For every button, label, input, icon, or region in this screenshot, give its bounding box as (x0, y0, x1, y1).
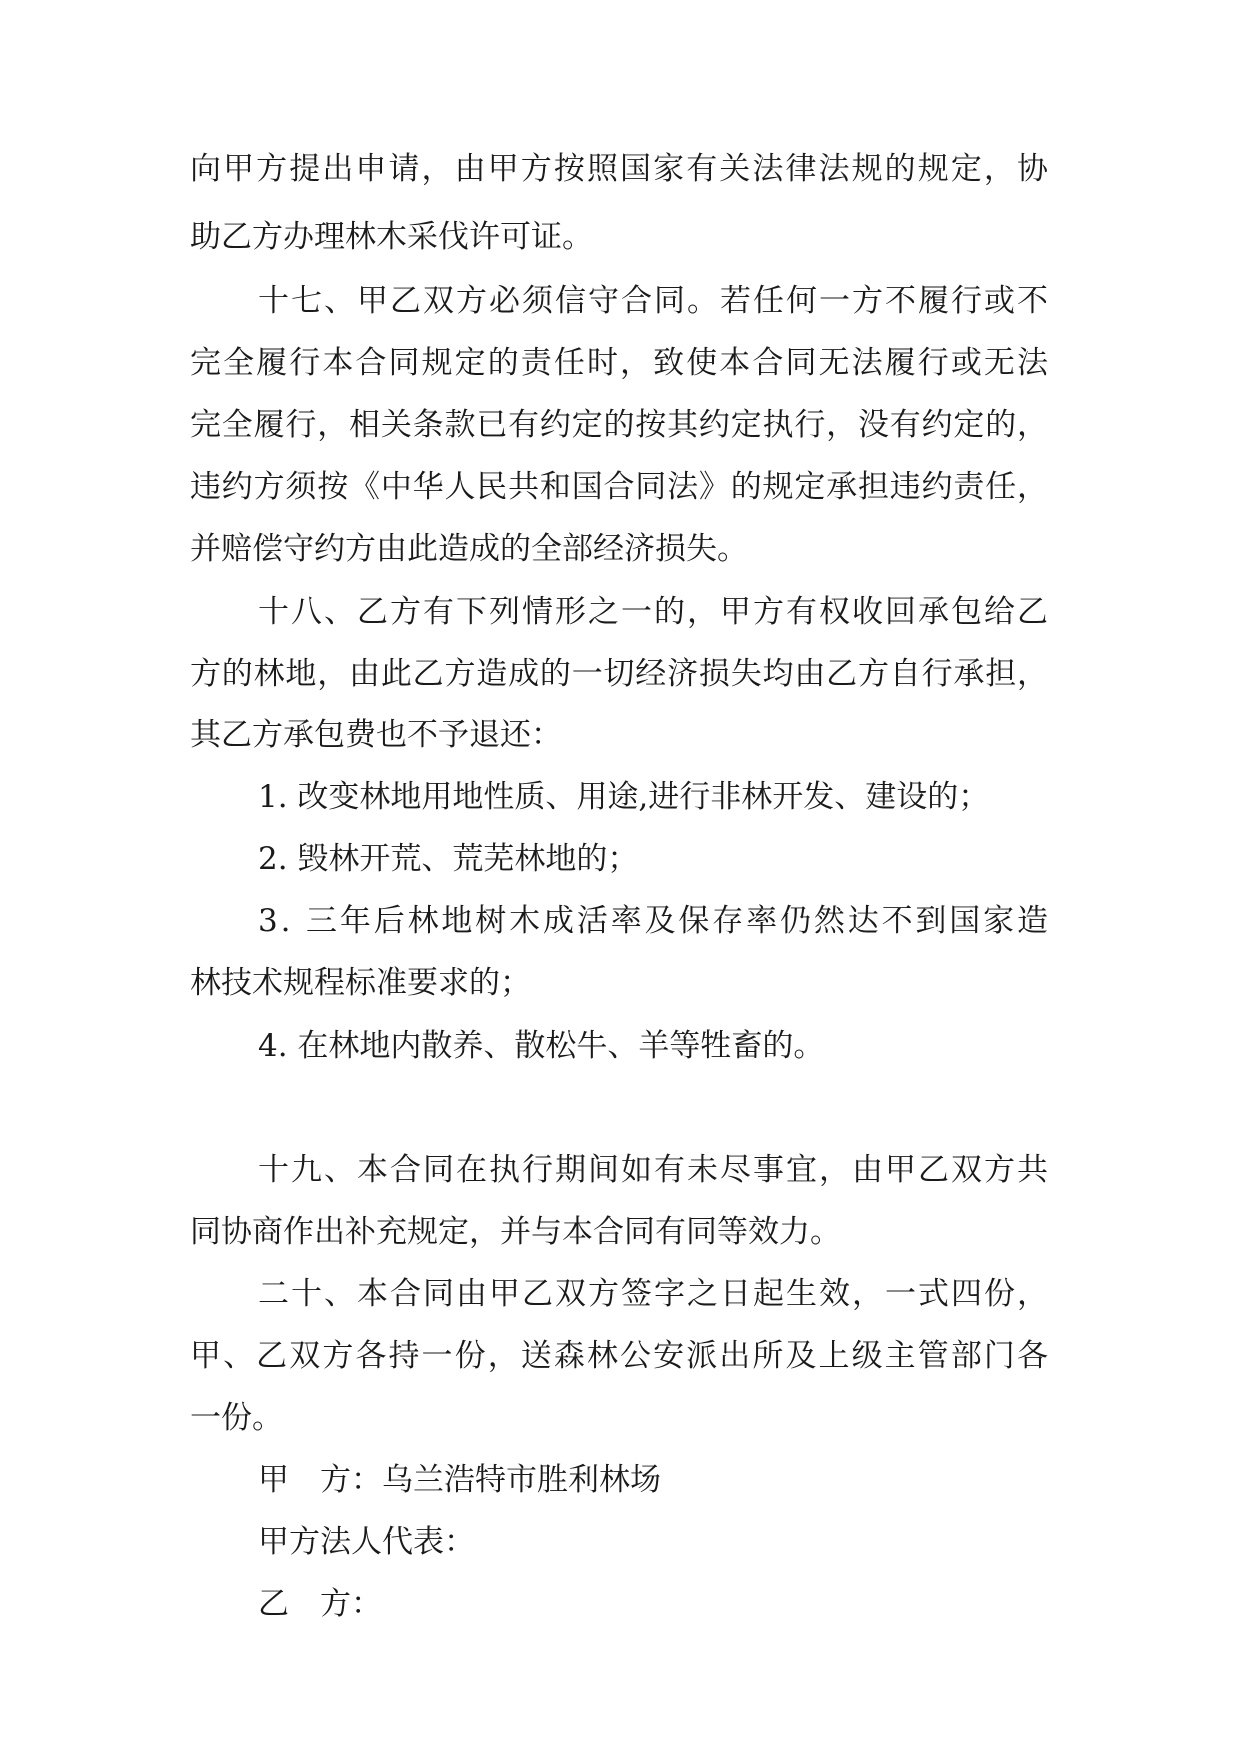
text-line: 并赔偿守约方由此造成的全部经济损失。 (190, 531, 748, 567)
party-a-line: 甲 方：乌兰浩特市胜利林场 (258, 1462, 661, 1498)
text-line: 林技术规程标准要求的； (190, 965, 531, 1001)
clause-17-heading-line: 十七、甲乙双方必须信守合同。若任何一方不履行或不 (258, 283, 1050, 319)
clause-18-heading-line: 十八、乙方有下列情形之一的，甲方有权收回承包给乙 (258, 594, 1050, 630)
text-line: 方的林地，由此乙方造成的一切经济损失均由乙方自行承担， (190, 656, 1049, 692)
text-line: 助乙方办理林木采伐许可证。 (190, 219, 593, 255)
text-line: 违约方须按《中华人民共和国合同法》的规定承担违约责任， (190, 469, 1049, 505)
party-a-representative-line: 甲方法人代表： (258, 1524, 475, 1560)
text-line: 同协商作出补充规定，并与本合同有同等效力。 (190, 1214, 841, 1250)
clause-19-heading-line: 十九、本合同在执行期间如有未尽事宜，由甲乙双方共 (258, 1152, 1050, 1188)
list-item: 1. 改变林地用地性质、用途,进行非林开发、建设的； (258, 779, 990, 815)
text-line: 其乙方承包费也不予退还： (190, 717, 562, 753)
text-line: 向甲方提出申请，由甲方按照国家有关法律法规的规定，协 (190, 151, 1051, 187)
text-line: 完全履行本合同规定的责任时，致使本合同无法履行或无法 (190, 345, 1051, 381)
list-item: 2. 毁林开荒、荒芜林地的； (258, 841, 639, 877)
text-line: 一份。 (190, 1400, 283, 1436)
text-line: 甲、乙双方各持一份，送森林公安派出所及上级主管部门各 (190, 1338, 1051, 1374)
list-item: 3. 三年后林地树木成活率及保存率仍然达不到国家造 (258, 903, 1051, 939)
party-b-line: 乙 方： (258, 1586, 382, 1622)
clause-20-heading-line: 二十、本合同由甲乙双方签字之日起生效，一式四份， (258, 1276, 1050, 1312)
list-item: 4. 在林地内散养、散松牛、羊等牲畜的。 (258, 1028, 825, 1064)
text-line: 完全履行，相关条款已有约定的按其约定执行，没有约定的， (190, 407, 1049, 443)
